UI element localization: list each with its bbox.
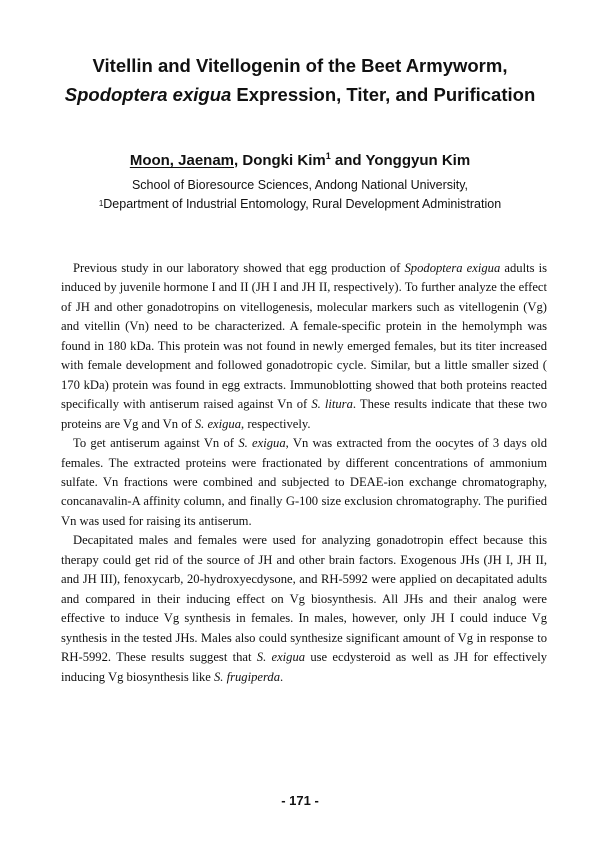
affiliation-1: School of Bioresource Sciences, Andong National University, <box>131 178 469 192</box>
text-run: . <box>280 669 284 684</box>
author-separator: and <box>330 152 366 169</box>
species-name: S. exigua <box>256 650 306 665</box>
species-name: Spodoptera exigua <box>64 84 232 105</box>
page-number: - 171 - <box>281 793 319 808</box>
abstract-body <box>61 259 547 687</box>
text-run: adults is induced by juvenile hormone I and II (JH I and JH II, respectively). To further analyze the effect of JH and other gonadotropins on vitellogenesis, molecular markers such as vitellogenin (Vg) and vitellin (Vn) need to be characterized. A female-specific protein in the hemolymph was found in 180 kDa. This protein was not found in newly emerged females, but its titer increased with female development and followed gonadotropic cycle. Similar, but a little smaller sized ( 170 kDa) protein was found in egg extracts. Immunoblotting showed that both proteins reacted specifically with antiserum raised against Vn of <box>61 261 547 412</box>
affiliation-marker: 1 <box>325 151 331 161</box>
title-rest: Expression, Titer, and Purification <box>231 84 536 105</box>
species-name: S. exigua <box>194 416 242 431</box>
text-run: To get antiserum against Vn of <box>73 436 239 451</box>
author-3: Yonggyun Kim <box>365 152 471 169</box>
author-line <box>0 152 600 169</box>
text-run: , Vn was extracted from the oocytes of 3 days old females. The extracted proteins were fractionated by different concentrations of ammonium sulfate. Vn fractions were combined and subjected to DEAE-ion exchange chromatography, concanavalin-A affinity column, and finally G-100 size exclusion chromatography. The purified Vn was used for raising its antiserum. <box>61 436 548 528</box>
species-name: S. litura <box>311 397 353 412</box>
paper-title-line-1: Vitellin and Vitellogenin of the Beet Armyworm, <box>92 55 508 76</box>
species-name: S. frugiperda <box>214 669 281 684</box>
text-run: use ecdysteroid as well as JH for effectively inducing Vg biosynthesis like <box>61 650 548 684</box>
abstract-paragraph-3 <box>61 531 547 687</box>
text-run: Decapitated males and females were used for analyzing gonadotropin effect because this therapy could get rid of the source of JH and other brain factors. Exogenous JHs (JH I, JH II, and JH III), fenoxycarb, 20-hydroxyecdysone, and RH-5992 were applied on decapitated adults and compared in their inducing effect on Vg biosynthesis. All JHs and their analog were effective to induce Vg synthesis in females. In males, however, only JH I could induce Vg synthesis in the tested JHs. Males also could synthesize significant amount of Vg in response to RH-5992. These results suggest that <box>61 533 547 665</box>
presenting-author: Moon, Jaenam <box>129 152 235 169</box>
affiliation-marker: 1 <box>98 199 104 208</box>
author-separator: , <box>234 152 243 169</box>
affiliation-2 <box>0 194 600 214</box>
affiliation-2-text: Department of Industrial Entomology, Rural Development Administration <box>103 197 502 211</box>
species-name: S. exigua <box>238 436 286 451</box>
text-run: Previous study in our laboratory showed that egg production of <box>73 261 405 275</box>
author-2: Dongki Kim <box>242 152 326 169</box>
species-name: Spodoptera exigua <box>404 261 501 275</box>
abstract-paragraph-2 <box>61 434 547 531</box>
text-run: . These results indicate that these two proteins are Vg and Vn of <box>61 397 547 431</box>
text-run: , respectively. <box>241 416 311 431</box>
abstract-paragraph-1 <box>61 259 547 434</box>
paper-title-line-2 <box>0 81 600 109</box>
